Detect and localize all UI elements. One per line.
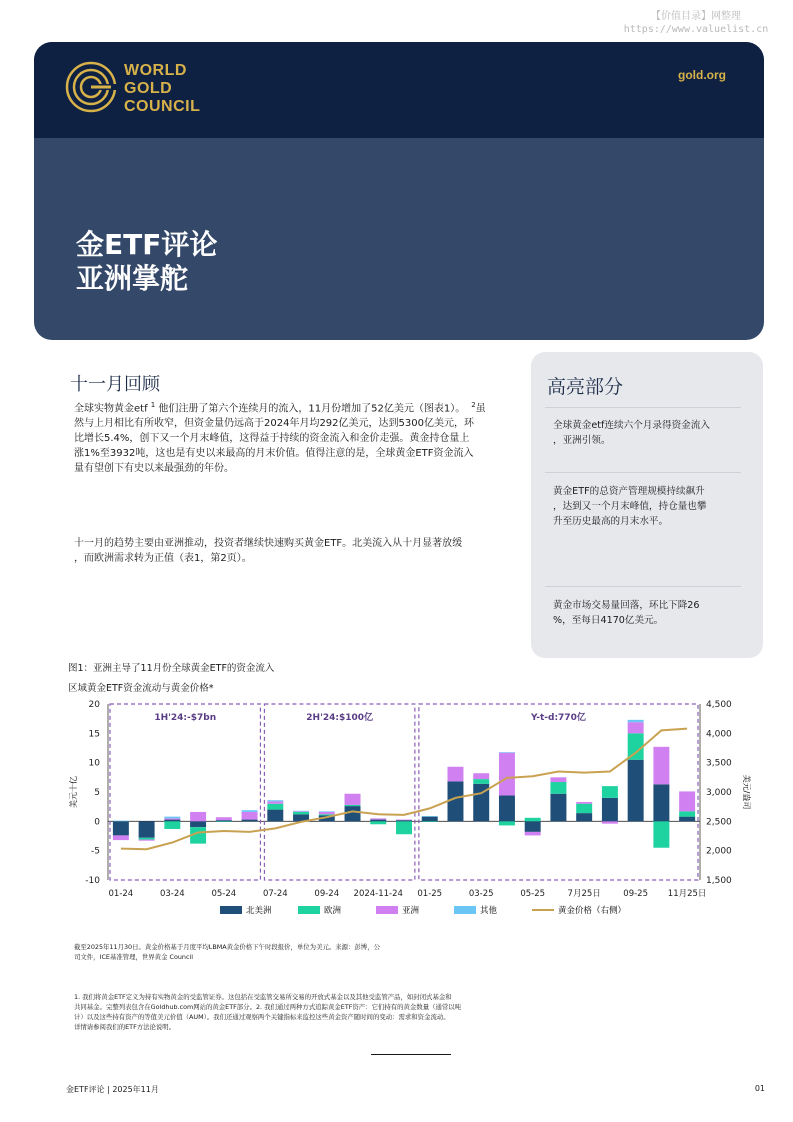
site-link[interactable]: gold.org — [678, 68, 726, 82]
bar-segment — [653, 784, 669, 821]
bar-segment — [267, 801, 283, 803]
bar-segment — [370, 818, 386, 819]
chart-source-note — [74, 942, 380, 962]
paragraph-line: 比增长5.4%，创下又一个月末峰值，这得益于持续的资金流入和金价走强。黄金持仓量上 — [74, 433, 470, 445]
highlight-item — [553, 484, 749, 529]
bar-segment — [396, 820, 412, 821]
legend-swatch — [298, 906, 320, 914]
footnotes — [74, 992, 461, 1032]
bar-segment — [525, 832, 541, 836]
bar-segment — [422, 816, 438, 817]
bar-segment — [319, 811, 335, 812]
watermark — [606, 10, 786, 36]
footnote-ref[interactable]: 2 — [471, 401, 476, 409]
period-annotation: 1H'24:-$7bn — [154, 713, 217, 723]
bar-segment — [345, 806, 361, 821]
y-tick-label: 0 — [94, 817, 100, 828]
highlight-item — [553, 598, 749, 628]
bar-segment — [242, 820, 258, 822]
footnote-line: 详情请参阅我们的ETF方法论说明。 — [74, 1023, 176, 1031]
bar-segment — [447, 767, 463, 782]
bar-segment — [139, 821, 155, 837]
y-tick-label: 20 — [88, 700, 100, 710]
bar-segment — [473, 773, 489, 779]
report-subtitle-line: 亚洲掌舵 — [76, 262, 189, 295]
y2-axis-title: 美元/盎司 — [742, 774, 751, 810]
page-number: 01 — [754, 1084, 765, 1093]
highlight-line: ，达到又一个月末峰值，持仓量也攀 — [553, 501, 707, 512]
bar-segment — [602, 786, 618, 798]
bar-segment — [293, 811, 309, 812]
y2-tick-label: 3,500 — [706, 758, 732, 769]
bar-segment — [576, 804, 592, 813]
period-annotation: 2H'24:$100亿 — [306, 713, 374, 723]
bar-segment — [345, 794, 361, 805]
bar-segment — [396, 821, 412, 834]
x-tick-label: 2024-11-24 — [353, 889, 403, 899]
text-span: 虽 — [475, 403, 486, 415]
divider — [371, 1054, 451, 1055]
bar-segment — [293, 812, 309, 814]
bar-segment — [345, 805, 361, 806]
report-banner — [34, 42, 764, 340]
bar-segment — [370, 821, 386, 824]
watermark-line: 【价值目录】网整理 — [651, 11, 741, 22]
report-title-line: 金ETF评论 — [76, 228, 218, 261]
bar-segment — [267, 810, 283, 822]
legend-label: 亚洲 — [402, 906, 420, 916]
bar-segment — [396, 820, 412, 821]
bar-segment — [242, 810, 258, 812]
highlight-line: ，亚洲引领。 — [553, 435, 611, 446]
legend-swatch — [376, 906, 398, 914]
bar-segment — [653, 747, 669, 785]
legend-label: 其他 — [480, 906, 498, 916]
paragraph-line: 十一月的趋势主要由亚洲推动，投资者继续快速购买黄金ETF。北美流入从十月显著放缓 — [74, 538, 463, 549]
divider — [545, 407, 741, 408]
period-box — [264, 704, 414, 880]
figure-title: 图1：亚洲主导了11月份全球黄金ETF的资金流入 — [68, 663, 275, 674]
paragraph-line: 然与上月相比有所收窄，但资金量仍远高于2024年月均292亿美元，达到5300亿美元，环 — [74, 418, 474, 430]
bar-segment — [550, 794, 566, 822]
bar-segment — [113, 821, 129, 835]
divider — [545, 472, 741, 473]
brand-line: GOLD — [124, 80, 173, 97]
bar-segment — [422, 821, 438, 822]
paragraph-line: ，而欧洲需求转为正值（表1，第2页）。 — [74, 553, 252, 564]
bar-segment — [113, 821, 129, 822]
bar-segment — [190, 812, 206, 821]
section-heading: 十一月回顾 — [70, 374, 160, 395]
y-tick-label: -5 — [91, 846, 100, 857]
report-title — [76, 228, 217, 296]
bar-segment — [242, 812, 258, 820]
bar-segment — [447, 781, 463, 821]
banner-top-bar — [34, 42, 764, 138]
x-tick-label: 09-25 — [623, 889, 649, 899]
review-paragraph-2 — [74, 536, 524, 566]
bar-segment — [653, 821, 669, 847]
legend-swatch — [220, 906, 242, 914]
bar-segment — [628, 760, 644, 822]
y2-tick-label: 4,000 — [706, 729, 732, 740]
y-tick-label: 10 — [88, 758, 100, 769]
bar-segment — [602, 821, 618, 823]
bar-segment — [267, 804, 283, 810]
bar-segment — [628, 722, 644, 733]
period-annotation: Y-t-d:770亿 — [531, 713, 586, 723]
bar-segment — [576, 802, 592, 804]
bar-segment — [139, 838, 155, 840]
y-tick-label: -10 — [85, 876, 100, 886]
paragraph-line: 量有望创下有史以来最强劲的年份。 — [74, 463, 234, 475]
legend-swatch — [454, 906, 476, 914]
x-tick-label: 11月25日 — [667, 889, 707, 899]
highlight-line: 升至历史最高的月末水平。 — [553, 516, 669, 527]
bar-segment — [499, 796, 515, 822]
footnote-line: 共同基金。完整列表包含在Goldhub.com网站的黄金ETF部分。2. 我们通过两种方式追踪黄金ETF资产：它们持有的黄金数量（通常以吨 — [74, 1003, 462, 1011]
x-tick-label: 01-25 — [417, 889, 443, 899]
note-line: 截至2025年11月30日。黄金价格基于月度平均LBMA黄金价格下午时段报价，单位为美元。来源：彭博，公 — [74, 943, 380, 951]
bar-segment — [319, 812, 335, 814]
x-tick-label: 05-25 — [520, 889, 546, 899]
note-line: 司文件，ICE基准管理，世界黄金 Council — [74, 953, 194, 961]
period-box — [110, 704, 260, 880]
x-tick-label: 03-25 — [468, 889, 494, 899]
bar-segment — [499, 821, 515, 825]
paragraph-line — [74, 398, 524, 416]
x-tick-label: 07-24 — [262, 889, 288, 899]
brand-name — [124, 62, 200, 116]
divider — [545, 586, 741, 587]
etf-flows-chart — [60, 692, 750, 932]
bar-segment — [550, 782, 566, 794]
bar-segment — [370, 820, 386, 822]
bar-segment — [576, 813, 592, 821]
text-span: 他们注册了第六个连续月的流入，11月份增加了52亿美元（图表1）。 — [155, 403, 466, 415]
footnote-line: 1. 我们将黄金ETF定义为持有实物黄金的受监管证券。这包括在受监管交易所交易的开放式基金以及其他受监管产品，如封闭式基金和 — [74, 993, 452, 1001]
bar-segment — [679, 791, 695, 811]
highlights-heading: 高亮部分 — [547, 376, 624, 398]
brand-line: WORLD — [124, 62, 187, 79]
bar-segment — [473, 779, 489, 784]
x-tick-label: 01-24 — [108, 889, 134, 899]
figure-subtitle: 区域黄金ETF资金流动与黄金价格* — [68, 683, 214, 694]
bar-segment — [164, 817, 180, 819]
bar-segment — [499, 752, 515, 753]
bar-segment — [525, 821, 541, 832]
wgc-logo-icon — [64, 60, 118, 114]
highlight-line: 黄金市场交易量回落，环比下降26 — [553, 600, 700, 611]
highlight-item — [553, 418, 749, 448]
bar-segment — [679, 817, 695, 822]
x-tick-label: 05-24 — [211, 889, 237, 899]
bar-segment — [216, 821, 232, 822]
bar-segment — [164, 818, 180, 819]
bar-segment — [422, 817, 438, 822]
brand-line: COUNCIL — [124, 98, 201, 115]
bar-segment — [550, 777, 566, 782]
bar-segment — [267, 800, 283, 801]
y2-tick-label: 1,500 — [706, 876, 732, 886]
bar-segment — [216, 817, 232, 820]
highlight-line: 黄金ETF的总资产管理规模持续飙升 — [553, 486, 705, 497]
watermark-url: https://www.valuelist.cn — [623, 24, 769, 35]
footnote-ref[interactable]: 1 — [150, 401, 156, 409]
legend-label: 黄金价格（右侧） — [558, 906, 627, 916]
y-tick-label: 5 — [94, 788, 100, 798]
bar-segment — [190, 821, 206, 827]
x-tick-label: 09-24 — [314, 889, 340, 899]
y-axis-title: 美元十亿 — [69, 776, 78, 808]
bar-segment — [679, 811, 695, 816]
highlights-panel — [531, 352, 763, 658]
y2-tick-label: 4,500 — [706, 700, 732, 710]
bar-segment — [628, 720, 644, 722]
y2-tick-label: 2,000 — [706, 846, 732, 857]
x-tick-label: 7月25日 — [567, 889, 601, 899]
bar-segment — [293, 811, 309, 812]
review-paragraph-1 — [74, 398, 524, 476]
legend-label: 北美洲 — [246, 906, 272, 916]
bar-segment — [499, 753, 515, 796]
footnote-line: 计）以及这些持有资产的等值美元价值（AUM）。我们还通过观察两个关键指标来监控这些黄金资产随时间的变动：需求和资金流动。 — [74, 1013, 450, 1021]
text-span: 全球实物黄金etf — [74, 403, 151, 415]
paragraph-line: 涨1%至3932吨，这也是有史以来最高的月末价值。值得注意的是，全球黄金ETF资金流入 — [74, 448, 474, 460]
bar-segment — [113, 835, 129, 840]
y2-tick-label: 3,000 — [706, 788, 732, 798]
bar-segment — [216, 820, 232, 821]
bar-segment — [164, 820, 180, 822]
x-tick-label: 03-24 — [159, 889, 185, 899]
footer-label: 金ETF评论 | 2025年11月 — [66, 1085, 159, 1094]
highlight-line: 全球黄金etf连续六个月录得资金流入 — [553, 420, 710, 431]
legend-label: 欧洲 — [324, 906, 342, 916]
y-tick-label: 15 — [88, 729, 100, 740]
bar-segment — [139, 840, 155, 841]
bar-segment — [525, 818, 541, 822]
bar-segment — [164, 821, 180, 829]
bar-segment — [602, 798, 618, 821]
y2-tick-label: 2,500 — [706, 817, 732, 828]
highlight-line: %，至每日4170亿美元。 — [553, 615, 664, 626]
